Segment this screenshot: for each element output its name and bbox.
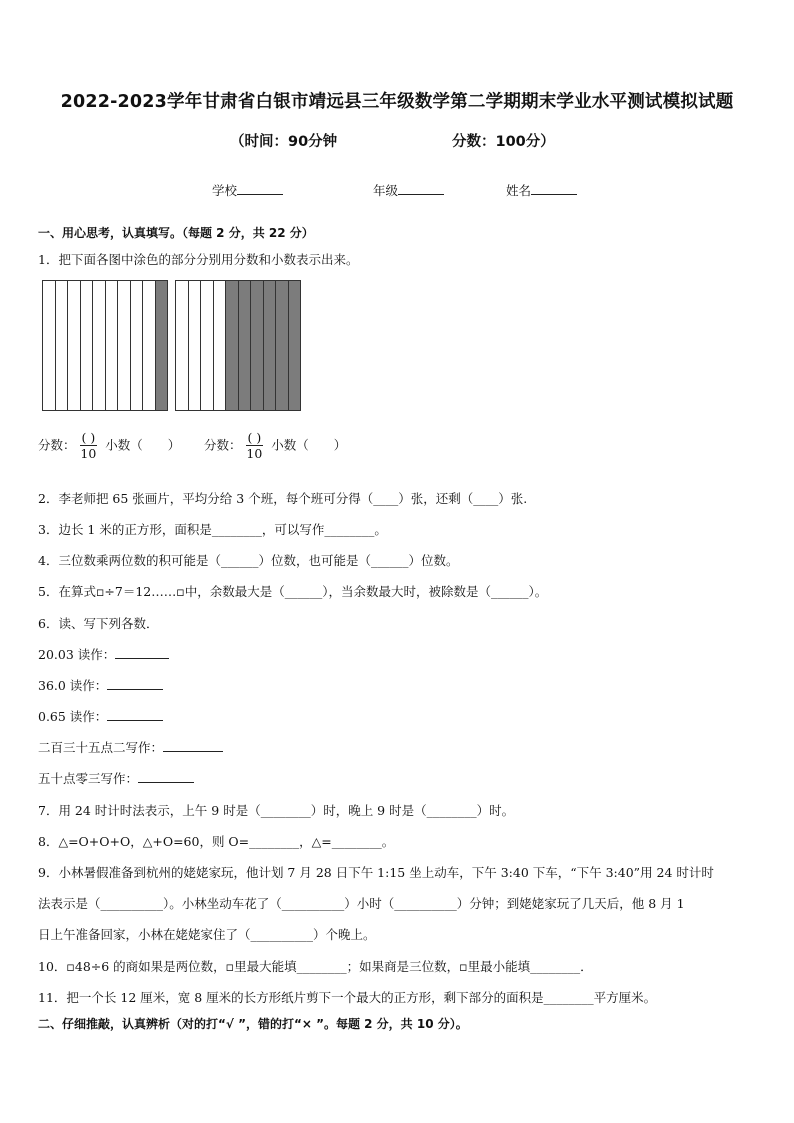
question-11: 11．把一个长 12 厘米，宽 8 厘米的长方形纸片剪下一个最大的正方形，剩下部分的面积是________平方厘米。: [38, 990, 657, 1005]
strip-cell: [214, 281, 227, 410]
q6b-blank[interactable]: [107, 678, 163, 690]
question-6a: [38, 645, 169, 663]
fraction-numerator: ( ): [247, 430, 262, 445]
question-7: 7．用 24 时计时法表示，上午 9 时是（________）时，晚上 9 时是（________）时。: [38, 803, 515, 818]
question-8: 8．△=O+O+O，△+O=60，则 O=________，△=________。: [38, 834, 395, 849]
fraction-blank[interactable]: [80, 430, 98, 462]
strip-cell: [81, 281, 94, 410]
strip-cell: [226, 281, 239, 410]
q6d-text: 二百三十五点二写作：: [38, 740, 164, 755]
answer-right: [204, 430, 346, 462]
q6c-text: 0.65 读作：: [38, 709, 108, 724]
question-2: 2．李老师把 65 张画片，平均分给 3 个班，每个班可分得（____）张，还剩（____）张.: [38, 491, 528, 506]
figure-left: [42, 280, 168, 411]
question-10: 10．▫48÷6 的商如果是两位数，▫里最大能填________；如果商是三位数，▫里最小能填________．: [38, 959, 593, 974]
question-6: 6．读、写下列各数．: [38, 616, 159, 631]
strip-cell: [93, 281, 106, 410]
fraction-blank[interactable]: [246, 430, 264, 462]
strip-cell: [276, 281, 289, 410]
decimal-label: 小数（ ）: [271, 437, 347, 453]
school-label: 学校: [212, 183, 238, 198]
strip-cell: [68, 281, 81, 410]
strip-cell: [264, 281, 277, 410]
strip-cell: [131, 281, 144, 410]
school-blank[interactable]: [237, 182, 283, 195]
fraction-denominator: 10: [246, 446, 263, 461]
answer-left: [38, 430, 180, 462]
fraction-label: 分数：: [204, 437, 242, 453]
question-1: 1．把下面各图中涂色的部分分别用分数和小数表示出来。: [38, 252, 359, 267]
fraction-denominator: 10: [80, 446, 97, 461]
q6c-blank[interactable]: [107, 709, 163, 721]
strip-cell: [239, 281, 252, 410]
strip-cell: [289, 281, 301, 410]
question-9-line1: 9．小林暑假准备到杭州的姥姥家玩，他计划 7 月 28 日下午 1:15 坐上动车，下午 3:40 下车，“下午 3:40”用 24 时计时: [38, 865, 714, 880]
grade-blank[interactable]: [398, 182, 444, 195]
strip-cell: [251, 281, 264, 410]
name-field: [506, 181, 577, 199]
section2-heading: 二、仔细推敲，认真辨析（对的打“√ ”，错的打“× ”。每题 2 分，共 10 分）。: [38, 1017, 468, 1031]
q6a-blank[interactable]: [115, 647, 169, 659]
strip-cell: [143, 281, 156, 410]
section1-heading: 一、用心思考，认真填写。（每题 2 分，共 22 分）: [38, 226, 314, 240]
strip-cell: [43, 281, 56, 410]
decimal-label: 小数（ ）: [105, 437, 181, 453]
exam-title: 2022-2023学年甘肃省白银市靖远县三年级数学第二学期期末学业水平测试模拟试题: [60, 92, 734, 112]
name-label: 姓名: [506, 183, 532, 198]
strip-cell: [176, 281, 189, 410]
question-6e: [38, 769, 194, 787]
question-5: 5．在算式▫÷7＝12……▫中，余数最大是（______），当余数最大时，被除数是（______）。: [38, 584, 548, 599]
time-limit: （时间：90分钟: [230, 134, 338, 150]
school-field: [212, 181, 283, 199]
fraction-numerator: ( ): [81, 430, 96, 445]
q6b-text: 36.0 读作：: [38, 678, 108, 693]
strip-cell: [118, 281, 131, 410]
q6d-blank[interactable]: [163, 740, 223, 752]
question-3: 3．边长 1 米的正方形，面积是________，可以写作________。: [38, 522, 387, 537]
grade-field: [373, 181, 444, 199]
strip-cell: [156, 281, 168, 410]
question-9-line2: 法表示是（__________）。小林坐动车花了（__________）小时（__________）分钟；到姥姥家玩了几天后，他 8 月 1: [38, 896, 685, 911]
q6e-text: 五十点零三写作：: [38, 771, 139, 786]
question-6b: [38, 676, 163, 694]
fraction-label: 分数：: [38, 437, 76, 453]
question-4: 4．三位数乘两位数的积可能是（______）位数，也可能是（______）位数。: [38, 553, 459, 568]
strip-cell: [56, 281, 69, 410]
question-9-line3: 日上午准备回家，小林在姥姥家住了（__________）个晚上。: [38, 927, 376, 942]
name-blank[interactable]: [531, 182, 577, 195]
total-score: 分数：100分）: [452, 134, 555, 150]
q6e-blank[interactable]: [138, 771, 194, 783]
strip-cell: [189, 281, 202, 410]
question-6c: [38, 707, 163, 725]
figure-right: [175, 280, 301, 411]
question-6d: [38, 738, 223, 756]
strip-cell: [106, 281, 119, 410]
grade-label: 年级: [373, 183, 399, 198]
q6a-text: 20.03 读作：: [38, 647, 116, 662]
strip-cell: [201, 281, 214, 410]
